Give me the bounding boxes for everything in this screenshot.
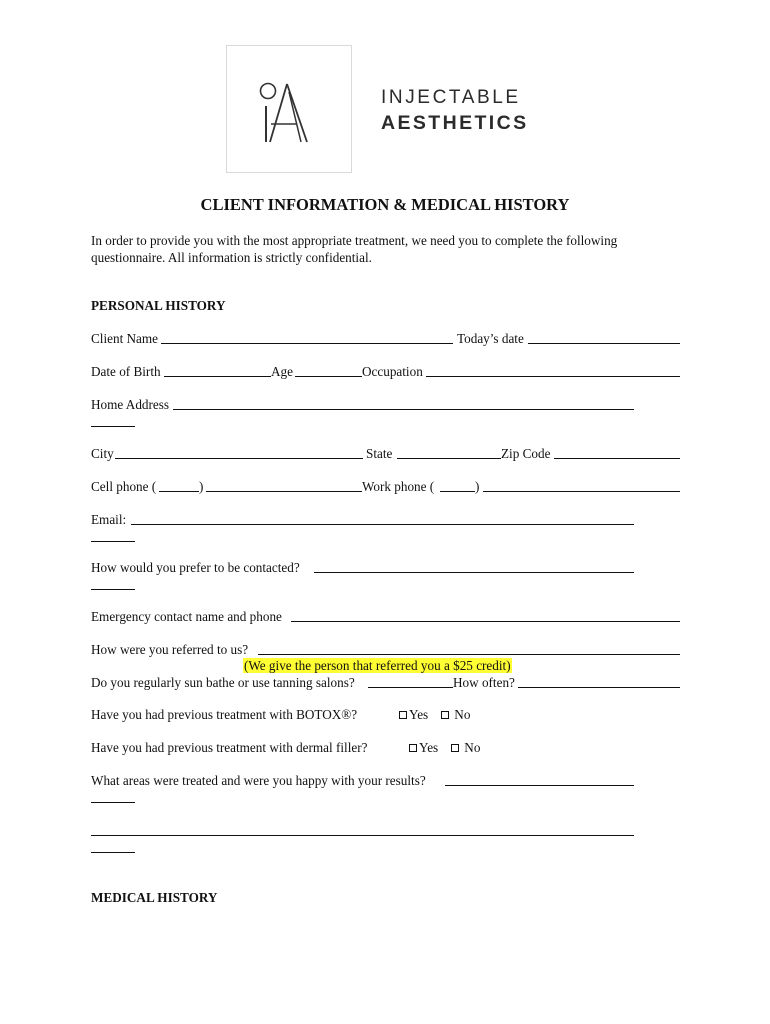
home-address-field-continuation[interactable] — [91, 426, 135, 427]
sun-bathe-field[interactable] — [368, 687, 453, 688]
client-name-field[interactable] — [161, 343, 453, 344]
intro-line-1: In order to provide you with the most appropriate treatment, we need you to complete the following — [91, 233, 618, 248]
botox-yes-label: Yes — [409, 707, 429, 722]
filler-yes-label: Yes — [419, 740, 439, 755]
botox-yes-checkbox[interactable] — [399, 711, 407, 719]
referral-credit-note-text: (We give the person that referred you a $25 credit) — [244, 658, 511, 673]
referral-credit-note — [243, 658, 512, 674]
how-often-label: How often? — [453, 675, 515, 690]
work-phone-paren-close: ) — [475, 479, 480, 494]
areas-treated-field-continuation[interactable] — [91, 802, 135, 803]
city-label: City — [91, 446, 114, 461]
occupation-field[interactable] — [426, 376, 680, 377]
botox-no-checkbox[interactable] — [441, 711, 449, 719]
date-of-birth-label: Date of Birth — [91, 364, 161, 379]
personal-history-heading: PERSONAL HISTORY — [91, 298, 226, 313]
botox-question: Have you had previous treatment with BOTOX®? — [91, 707, 358, 722]
zip-code-label: Zip Code — [501, 446, 551, 461]
areas-treated-field-line-2[interactable] — [91, 835, 634, 836]
email-field-continuation[interactable] — [91, 541, 135, 542]
areas-treated-question: What areas were treated and were you happy with your results? — [91, 773, 426, 788]
emergency-contact-field[interactable] — [291, 621, 680, 622]
todays-date-field[interactable] — [528, 343, 680, 344]
cell-phone-paren-close: ) — [199, 479, 204, 494]
referred-field[interactable] — [258, 654, 680, 655]
emergency-contact-label: Emergency contact name and phone — [91, 609, 282, 624]
filler-no-checkbox[interactable] — [451, 744, 459, 752]
filler-question: Have you had previous treatment with dermal filler? — [91, 740, 368, 755]
ia-monogram-icon — [227, 46, 353, 174]
company-logo — [226, 45, 552, 175]
botox-no-label: No — [454, 707, 471, 722]
cell-phone-area-code-field[interactable] — [159, 491, 199, 492]
botox-yes-option[interactable] — [399, 707, 428, 723]
areas-treated-field-line-2-continuation[interactable] — [91, 852, 135, 853]
todays-date-label: Today’s date — [457, 331, 524, 346]
filler-yes-option[interactable] — [409, 740, 438, 756]
filler-yes-checkbox[interactable] — [409, 744, 417, 752]
age-field[interactable] — [295, 376, 362, 377]
filler-no-option[interactable] — [451, 740, 480, 756]
how-often-field[interactable] — [518, 687, 680, 688]
work-phone-area-code-field[interactable] — [440, 491, 475, 492]
medical-history-heading: MEDICAL HISTORY — [91, 890, 218, 905]
email-label: Email: — [91, 512, 127, 527]
logo-text-aesthetics: AESTHETICS — [381, 112, 529, 134]
areas-treated-field[interactable] — [445, 785, 634, 786]
botox-no-option[interactable] — [441, 707, 470, 723]
cell-phone-field[interactable] — [206, 491, 362, 492]
logo-monogram-box — [226, 45, 352, 173]
filler-no-label: No — [464, 740, 481, 755]
date-of-birth-field[interactable] — [164, 376, 271, 377]
city-field[interactable] — [115, 458, 363, 459]
zip-code-field[interactable] — [554, 458, 680, 459]
page-title: CLIENT INFORMATION & MEDICAL HISTORY — [200, 195, 570, 214]
client-name-label: Client Name — [91, 331, 159, 346]
email-field[interactable] — [131, 524, 634, 525]
cell-phone-label: Cell phone ( — [91, 479, 157, 494]
state-field[interactable] — [397, 458, 501, 459]
sun-bathe-label: Do you regularly sun bathe or use tanning salons? — [91, 675, 355, 690]
logo-text-injectable: INJECTABLE — [381, 87, 521, 108]
contact-preference-field[interactable] — [314, 572, 634, 573]
intro-line-2: questionnaire. All information is strictly confidential. — [91, 250, 372, 265]
age-label: Age — [271, 364, 293, 379]
occupation-label: Occupation — [362, 364, 423, 379]
home-address-field[interactable] — [173, 409, 634, 410]
referred-label: How were you referred to us? — [91, 642, 249, 657]
home-address-label: Home Address — [91, 397, 170, 412]
state-label: State — [366, 446, 393, 461]
contact-preference-field-continuation[interactable] — [91, 589, 135, 590]
contact-preference-label: How would you prefer to be contacted? — [91, 560, 300, 575]
work-phone-label: Work phone ( — [362, 479, 435, 494]
work-phone-field[interactable] — [483, 491, 680, 492]
